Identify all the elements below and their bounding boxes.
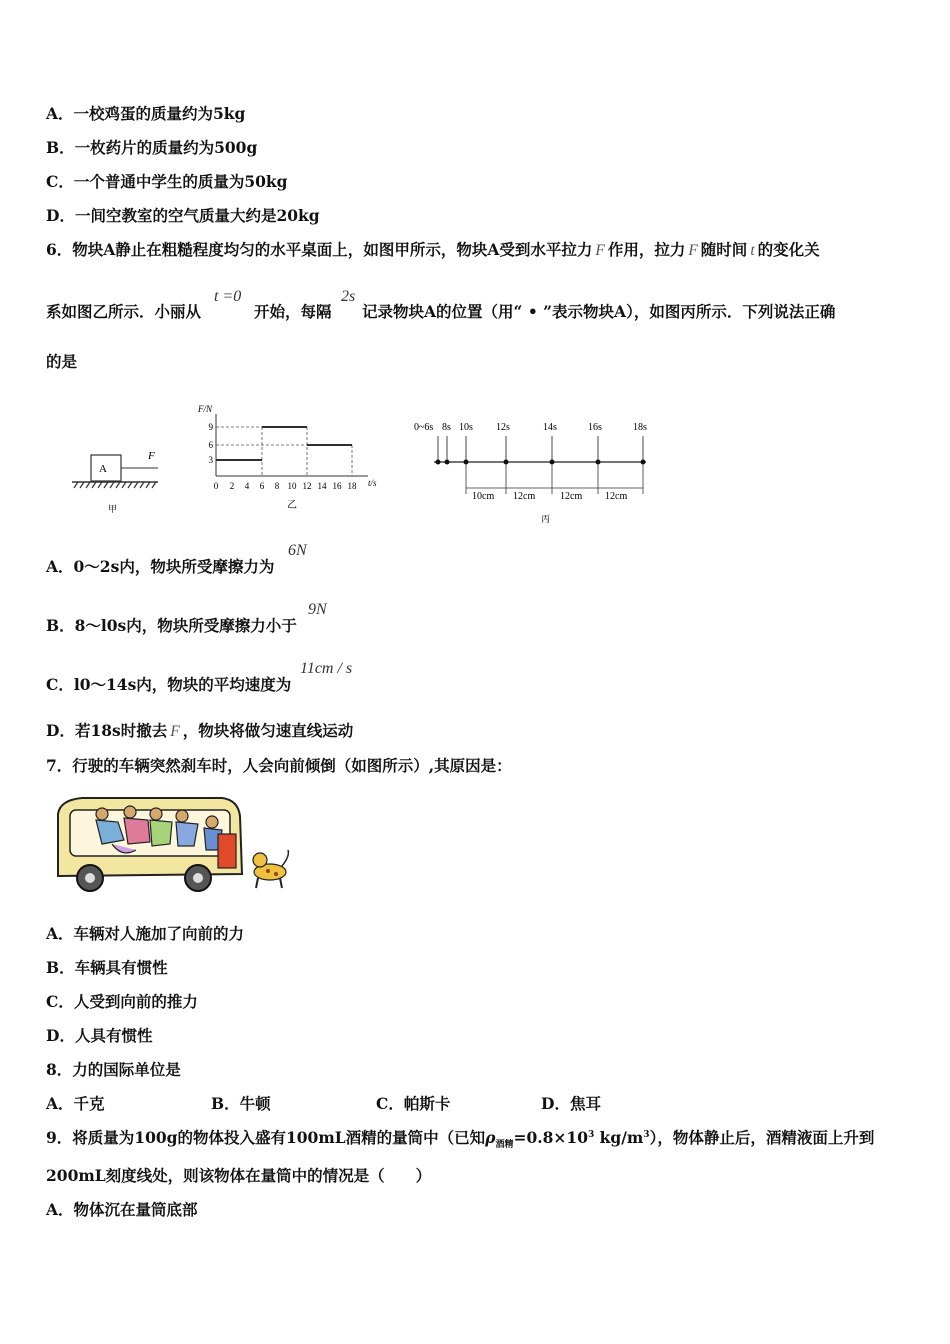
dog	[253, 850, 288, 888]
bus-braking-illustration	[52, 792, 297, 900]
bing-distance: 12cm	[605, 491, 628, 502]
q9-stem-line2: 200mL刻度线处，则该物体在量筒中的情况是（ ）	[46, 1166, 432, 1185]
yi-force-curve	[216, 427, 352, 460]
math-2s: 2s	[341, 288, 356, 305]
q9-option-a: A．物体沉在量筒底部	[46, 1200, 198, 1219]
bing-time-label: 10s	[459, 422, 473, 433]
q8-option-c: C．帕斯卡	[376, 1094, 451, 1113]
q8-options-row	[46, 1092, 906, 1114]
yi-ytick: 9	[208, 422, 213, 432]
q9-text-1d: ），物体静止后，酒精液面上升到	[649, 1128, 875, 1147]
q9-text-1b: =0.8×10	[513, 1128, 588, 1147]
math-9N: 9N	[308, 601, 327, 618]
table-hatch	[74, 482, 156, 488]
q5-option-b: B．一枚药片的质量约为500g	[46, 138, 258, 157]
bing-markers	[438, 436, 643, 462]
yi-ytick: 3	[208, 455, 213, 465]
q6-text-1c: 随时间	[700, 240, 748, 259]
math-F: F	[170, 723, 180, 740]
yi-xtick: 18	[347, 481, 357, 491]
math-F: F	[688, 242, 698, 259]
q5-option-d: D．一间空教室的空气质量大约是20kg	[46, 206, 320, 225]
q7-option-a: A．车辆对人施加了向前的力	[46, 924, 245, 943]
math-6N: 6N	[288, 542, 307, 559]
q7-option-b: B．车辆具有惯性	[46, 958, 168, 977]
q8-stem: 8．力的国际单位是	[46, 1060, 181, 1079]
yi-xtick: 6	[259, 481, 265, 491]
q9-text-1c: kg/m	[594, 1128, 644, 1147]
yi-xtick: 10	[287, 481, 297, 491]
q7-stem: 7．行驶的车辆突然刹车时，人会向前倾倒（如图所示）,其原因是：	[46, 756, 512, 775]
q6-option-c: C．l0～14s内，物块的平均速度为	[46, 675, 292, 694]
q6-text-1a: 6．物块A静止在粗糙程度均匀的水平桌面上，如图甲所示，物块A受到水平拉力	[46, 240, 593, 259]
q6-option-d-text1: D．若18s时撤去	[46, 721, 168, 740]
q6-option-a: A．0～2s内，物块所受摩擦力为	[46, 557, 275, 576]
q9-text-1a: 9．将质量为100g的物体投入盛有100mL酒精的量筒中（已知	[46, 1128, 486, 1147]
q6-option-d-text2: ，物块将做匀速直线运动	[182, 721, 354, 740]
q8-option-b: B．牛顿	[211, 1094, 271, 1113]
math-t-equals-0: t =0	[214, 288, 242, 305]
bing-distance: 12cm	[560, 491, 583, 502]
yi-ytick: 6	[208, 440, 213, 450]
q5-option-a: A．一校鸡蛋的质量约为5kg	[46, 104, 246, 123]
yi-xtick: 12	[302, 481, 312, 491]
q8-option-d: D．焦耳	[541, 1094, 601, 1113]
math-F: F	[595, 242, 605, 259]
bus-hub-rear	[85, 873, 95, 883]
figure-jia	[66, 440, 166, 520]
math-t: t	[750, 242, 755, 259]
q6-stem-line2b: 开始，每隔	[254, 302, 332, 321]
bing-time-label: 18s	[633, 422, 647, 433]
figure-yi	[192, 400, 392, 518]
bing-distance: 10cm	[472, 491, 495, 502]
yi-xlabel: t/s	[368, 478, 377, 488]
q9-stem-line1	[46, 1126, 874, 1150]
q6-option-b: B．8～l0s内，物块所受摩擦力小于	[46, 616, 297, 635]
rho-subscript: 酒精	[495, 1140, 514, 1151]
bing-time-label: 8s	[442, 422, 451, 433]
yi-xtick: 0	[213, 481, 219, 491]
q5-option-c: C．一个普通中学生的质量为50kg	[46, 172, 288, 191]
yi-xtick: 4	[244, 481, 250, 491]
bus-hub-front	[193, 873, 203, 883]
yi-xtick: 8	[274, 481, 280, 491]
bing-time-label: 0~6s	[414, 422, 434, 433]
q6-stem-line3: 的是	[46, 352, 78, 371]
rho-symbol: ρ	[485, 1128, 496, 1147]
force-label: F	[148, 450, 155, 462]
q6-stem-line2c: 记录物块A的位置（用“ • ”表示物块A），如图丙所示．下列说法正确	[362, 302, 836, 321]
yi-ylabel: F/N	[198, 404, 213, 414]
exponent: 3	[587, 1129, 595, 1140]
q7-option-c: C．人受到向前的推力	[46, 992, 198, 1011]
caption-yi: 乙	[287, 500, 297, 511]
q6-option-d	[46, 719, 353, 741]
q6-stem-line1	[46, 238, 820, 260]
q6-stem-line2a: 系如图乙所示．小丽从	[46, 302, 202, 321]
q6-text-1b: 作用，拉力	[607, 240, 686, 259]
caption-bing: 丙	[541, 514, 551, 524]
bing-distance-brackets	[466, 464, 643, 494]
figure-bing	[410, 412, 660, 527]
yi-xtick: 16	[332, 481, 342, 491]
bing-distance: 12cm	[513, 491, 536, 502]
yi-guides	[216, 427, 352, 476]
q6-text-1d: 的变化关	[757, 240, 820, 259]
yi-xtick: 2	[229, 481, 235, 491]
exponent: 3	[643, 1129, 650, 1140]
bing-time-label: 12s	[496, 422, 510, 433]
bing-time-label: 16s	[588, 422, 602, 433]
bing-time-label: 14s	[543, 422, 557, 433]
caption-jia: 甲	[108, 504, 118, 514]
bus-front-panel	[218, 834, 236, 868]
q7-option-d: D．人具有惯性	[46, 1026, 153, 1045]
yi-xtick: 14	[317, 481, 327, 491]
math-11cms: 11cm / s	[300, 660, 353, 677]
block-a-label: A	[99, 463, 107, 475]
q8-option-a: A．千克	[46, 1094, 105, 1113]
